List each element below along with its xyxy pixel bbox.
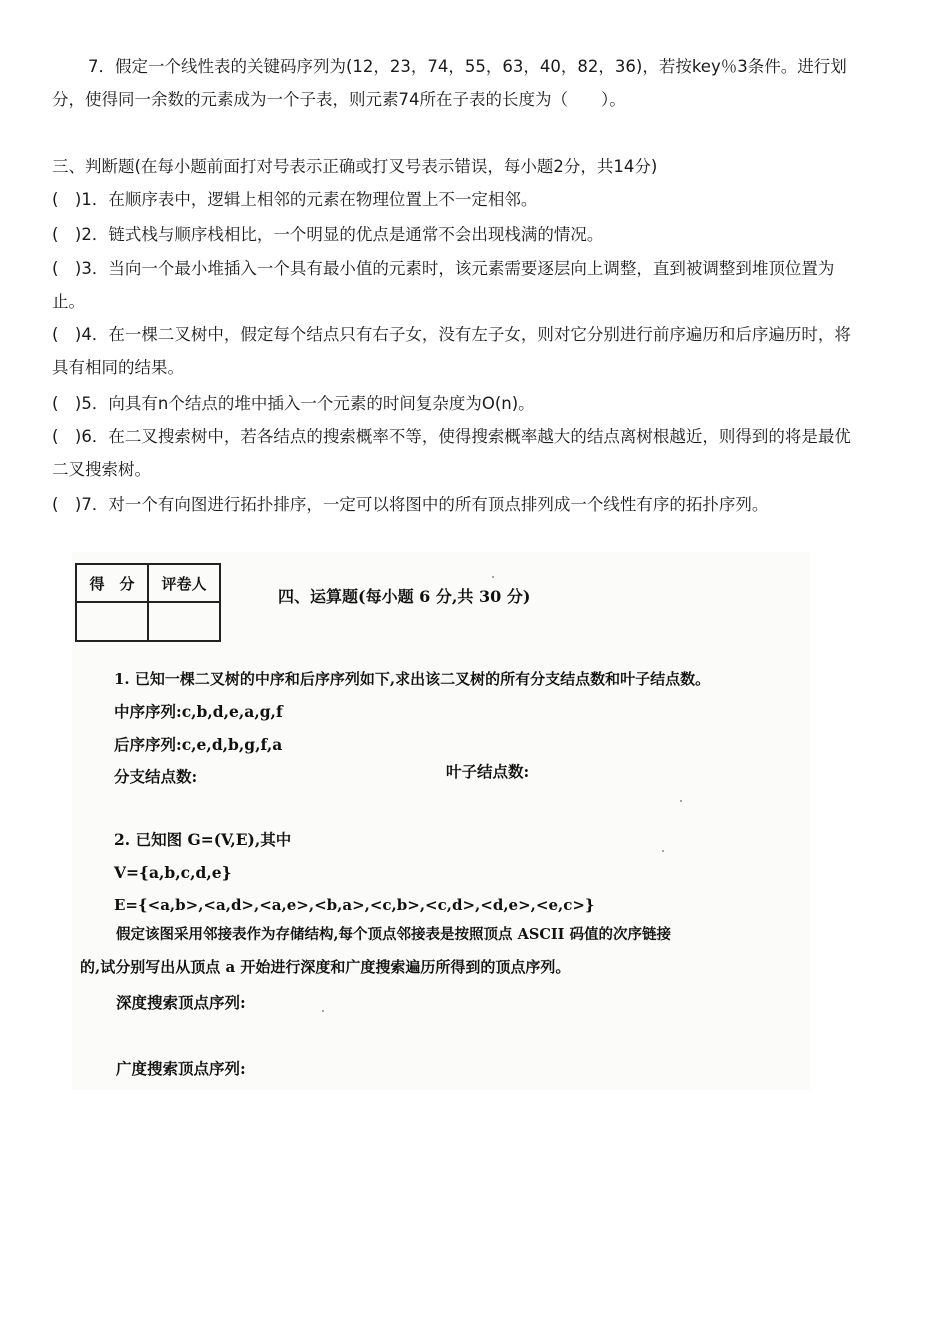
judge-item-3: ( )3．当向一个最小堆插入一个具有最小值的元素时，该元素需要逐层向上调整，直到被调整到堆顶位置为 — [52, 259, 835, 278]
judge-item-7: ( )7．对一个有向图进行拓扑排序，一定可以将图中的所有顶点排列成一个线性有序的拓扑序列。 — [52, 495, 769, 514]
section4-heading: 四、运算题(每小题 6 分,共 30 分) — [278, 587, 531, 606]
grader-header: 评卷人 — [148, 564, 220, 602]
score-table — [75, 563, 221, 642]
q2-vertex-set: V={a,b,c,d,e} — [114, 863, 232, 882]
judge-item-2: ( )2．链式栈与顺序栈相比，一个明显的优点是通常不会出现栈满的情况。 — [52, 225, 604, 244]
scan-speck — [322, 1010, 324, 1012]
scan-speck — [680, 800, 682, 802]
judge-item-4-cont: 具有相同的结果。 — [52, 358, 184, 377]
q1-inorder: 中序序列:c,b,d,e,a,g,f — [114, 702, 283, 721]
q2-desc-line1: 假定该图采用邻接表作为存储结构,每个顶点邻接表是按照顶点 ASCII 码值的次序链接 — [116, 926, 671, 943]
q2-edge-set: E={<a,b>,<a,d>,<a,e>,<b,a>,<c,b>,<c,d>,<d,e>,<e,c>} — [114, 896, 595, 914]
score-cell[interactable] — [76, 602, 148, 641]
q1-branch-label: 分支结点数: — [114, 767, 198, 786]
question7-line2: 分，使得同一余数的元素成为一个子表，则元素74所在子表的长度为（ ）。 — [52, 90, 626, 109]
score-header: 得 分 — [76, 564, 148, 602]
section3-heading: 三、判断题(在每小题前面打对号表示正确或打叉号表示错误，每小题2分，共14分) — [52, 157, 658, 176]
judge-item-5: ( )5．向具有n个结点的堆中插入一个元素的时间复杂度为O(n)。 — [52, 394, 535, 413]
judge-item-6: ( )6．在二叉搜索树中，若各结点的搜索概率不等，使得搜索概率越大的结点离树根越近，则得到的将是最优 — [52, 427, 851, 446]
q2-desc-line2: 的,试分别写出从顶点 a 开始进行深度和广度搜索遍历所得到的顶点序列。 — [80, 958, 571, 976]
judge-item-3-cont: 止。 — [52, 292, 85, 311]
judge-item-1: ( )1．在顺序表中，逻辑上相邻的元素在物理位置上不一定相邻。 — [52, 190, 538, 209]
scanned-exam-image — [72, 552, 810, 1090]
scan-speck — [662, 850, 664, 852]
q2-bfs-label: 广度搜索顶点序列: — [116, 1059, 246, 1078]
judge-item-4: ( )4．在一棵二叉树中，假定每个结点只有右子女，没有左子女，则对它分别进行前序遍历和后序遍历时，将 — [52, 325, 851, 344]
grader-cell[interactable] — [148, 602, 220, 641]
question7-line1: 7．假定一个线性表的关键码序列为(12，23，74，55，63，40，82，36)，若按key％3条件。进行划 — [88, 57, 847, 76]
scan-speck — [492, 576, 494, 578]
q1-stem: 1. 已知一棵二叉树的中序和后序序列如下,求出该二叉树的所有分支结点数和叶子结点数。 — [114, 670, 711, 688]
q2-dfs-label: 深度搜索顶点序列: — [116, 993, 246, 1012]
q1-postorder: 后序序列:c,e,d,b,g,f,a — [114, 735, 283, 754]
q2-stem: 2. 已知图 G=(V,E),其中 — [114, 830, 292, 849]
q1-leaf-label: 叶子结点数: — [446, 762, 530, 781]
judge-item-6-cont: 二叉搜索树。 — [52, 460, 151, 479]
